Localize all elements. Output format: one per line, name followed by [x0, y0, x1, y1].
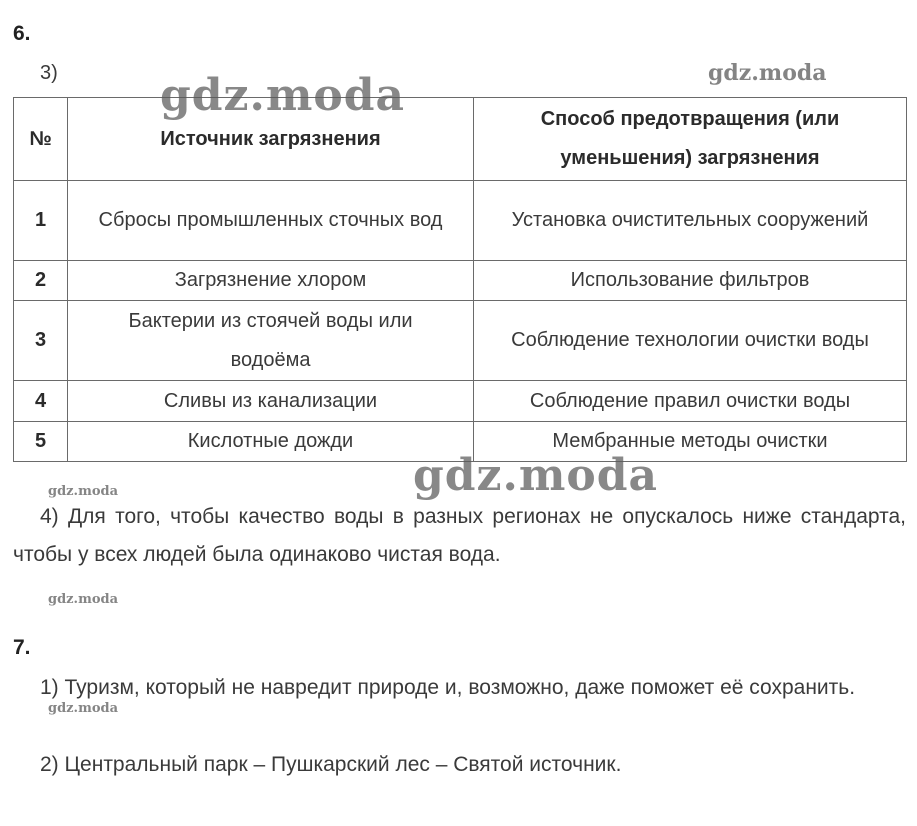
table-row: [14, 381, 907, 422]
task-7-item-2-text: 2) Центральный парк – Пушкарский лес – Святой источник.: [40, 753, 622, 776]
row-num: 4: [14, 381, 68, 422]
row-source: Бактерии из стоячей воды или водоёма: [68, 301, 474, 381]
task-6-item-3-label: 3): [40, 62, 58, 84]
header-method: Способ предотвращения (или уменьшения) загрязнения: [474, 98, 907, 181]
row-source: Сбросы промышленных сточных вод: [68, 181, 474, 261]
pollution-table: [13, 97, 907, 462]
watermark: gdz.moda: [48, 592, 119, 607]
task-6-number: 6.: [13, 22, 31, 45]
row-method: Соблюдение технологии очистки воды: [474, 301, 907, 381]
row-method: Мембранные методы очистки: [474, 422, 907, 462]
row-source: Кислотные дожди: [68, 422, 474, 462]
table-row: [14, 181, 907, 261]
watermark: gdz.moda: [708, 60, 827, 86]
row-source: Загрязнение хлором: [68, 261, 474, 301]
watermark: gdz.moda: [160, 70, 406, 121]
row-num: 5: [14, 422, 68, 462]
watermark: gdz.moda: [48, 484, 119, 499]
row-method: Использование фильтров: [474, 261, 907, 301]
row-num: 1: [14, 181, 68, 261]
row-source: Сливы из канализации: [68, 381, 474, 422]
header-source: Источник загрязнения: [68, 98, 474, 181]
task-7-number: 7.: [13, 636, 31, 659]
table-row: [14, 301, 907, 381]
row-method: Соблюдение правил очистки воды: [474, 381, 907, 422]
row-num: 2: [14, 261, 68, 301]
table-row: [14, 261, 907, 301]
watermark: gdz.moda: [48, 701, 119, 716]
task-6-item-4-text: 4) Для того, чтобы качество воды в разных регионах не опускалось ниже стандарта, чтобы у всех людей была одинаково чистая вода.: [13, 505, 906, 566]
header-num: №: [14, 98, 68, 181]
row-num: 3: [14, 301, 68, 381]
task-7-item-1-text: 1) Туризм, который не навредит природе и, возможно, даже поможет её сохранить.: [40, 676, 856, 699]
watermark: gdz.moda: [413, 450, 659, 501]
row-method: Установка очистительных сооружений: [474, 181, 907, 261]
table-header-row: [14, 98, 907, 181]
